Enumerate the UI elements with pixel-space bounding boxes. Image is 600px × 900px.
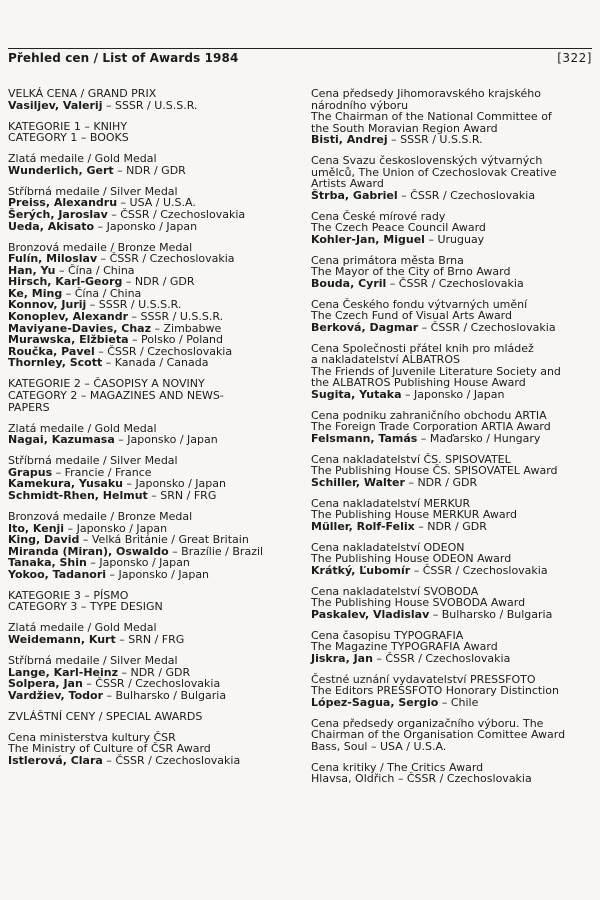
- award-section: [8, 732, 294, 767]
- winner-name: Wunderlich, Gert: [8, 163, 114, 177]
- winner-country: – Japonsko / Japan: [401, 388, 505, 401]
- winner-name: Krátký, Ľubomír: [311, 563, 411, 577]
- winner-country: – Velká Británie / Great Britain: [79, 533, 249, 547]
- winner-line: [311, 565, 595, 577]
- award-text-line: The Czech Peace Council Award: [311, 221, 486, 235]
- winner-country: – Japonsko / Japan: [122, 477, 226, 491]
- winner-name: Han, Yu: [8, 263, 56, 277]
- winner-line: [8, 634, 294, 646]
- award-text-line: Stříbrná medaile / Silver Medal: [8, 654, 178, 668]
- winner-name: Nagai, Kazumasa: [8, 433, 115, 447]
- winner-name: Schiller, Walter: [311, 475, 405, 489]
- winner-name: Ueda, Akisato: [8, 219, 95, 233]
- winner-name: Solpera, Jan: [8, 677, 83, 691]
- award-section: [8, 711, 294, 723]
- winner-name: King, David: [8, 533, 80, 547]
- award-text-line: Zlatá medaile / Gold Medal: [8, 421, 157, 435]
- award-text-line: Cena kritiky / The Critics Award: [311, 760, 484, 774]
- winner-line: [8, 690, 294, 702]
- award-text-line: Cena časopisu TYPOGRAFIA: [311, 628, 464, 642]
- award-section: [311, 498, 595, 533]
- award-section: [311, 630, 595, 665]
- award-section: [311, 88, 595, 146]
- winner-country: – Čína / China: [55, 263, 135, 277]
- winner-country: – ČSSR / Czechoslovakia: [107, 207, 246, 221]
- award-text-line: Bass, Soul – USA / U.S.A.: [311, 739, 447, 753]
- winner-country: – Čína / China: [62, 286, 142, 300]
- award-text-line: CATEGORY 1 – BOOKS: [8, 131, 129, 145]
- award-section: [311, 211, 595, 246]
- award-text-line: The Mayor of the City of Brno Award: [311, 265, 511, 279]
- award-text-line: národního výboru: [311, 98, 409, 112]
- winner-name: Vasiljev, Valerij: [8, 98, 103, 112]
- award-text-line: Cena nakladatelství ODEON: [311, 540, 465, 554]
- winner-line: [8, 434, 294, 446]
- winner-country: – SRN / FRG: [115, 633, 185, 647]
- winner-line: [311, 477, 595, 489]
- award-text-line: umělců, The Union of Czechoslovak Creative: [311, 165, 557, 179]
- winner-name: Šerých, Jaroslav: [8, 207, 108, 221]
- award-section: [8, 153, 294, 176]
- award-section: [311, 674, 595, 709]
- winner-country: – ČSSR / Czechoslovakia: [97, 252, 235, 266]
- winner-country: – NDR / GDR: [117, 665, 191, 679]
- award-text-line: Čestné uznání vydavatelství PRESSFOTO: [311, 672, 536, 686]
- winner-name: Ito, Kenji: [8, 521, 65, 535]
- winner-name: López-Sagua, Sergio: [311, 695, 439, 709]
- winner-name: Yokoo, Tadanori: [8, 567, 107, 581]
- winner-country: – ČSSR / Czechoslovakia: [386, 276, 524, 290]
- award-text-line: Stříbrná medaile / Silver Medal: [8, 454, 178, 468]
- winner-country: – SSSR / U.S.S.R.: [102, 98, 198, 112]
- award-text-line: Cena primátora města Brna: [311, 253, 464, 267]
- winner-line: [8, 357, 294, 369]
- award-text-line: Cena ministerstva kultury ČSR: [8, 730, 176, 744]
- winner-line: [311, 653, 595, 665]
- award-text-line: Cena nakladatelství MERKUR: [311, 496, 471, 510]
- award-section: [8, 88, 294, 111]
- page-number: [322]: [557, 51, 592, 65]
- page-header: [8, 48, 592, 67]
- winner-name: Sugita, Yutaka: [311, 388, 402, 401]
- winner-country: – USA / U.S.A.: [117, 196, 196, 210]
- right-column: [311, 88, 595, 794]
- winner-country: – ČSSR / Czechoslovakia: [102, 753, 241, 767]
- winner-country: – NDR / GDR: [113, 163, 186, 177]
- winner-name: Bisti, Andrej: [311, 133, 388, 147]
- award-section: [311, 762, 595, 785]
- winner-line: [311, 134, 595, 146]
- winner-name: Konnov, Jurij: [8, 298, 87, 312]
- winner-name: Miranda (Miran), Oswaldo: [8, 544, 169, 558]
- winner-name: Lange, Karl-Heinz: [8, 665, 118, 679]
- winner-line: [311, 389, 595, 401]
- award-text-line: The Magazine TYPOGRAFIA Award: [311, 640, 498, 654]
- award-text-line: CATEGORY 3 – TYPE DESIGN: [8, 600, 163, 614]
- award-text-line: the ALBATROS Publishing House Award: [311, 376, 526, 390]
- winner-line: [311, 190, 595, 202]
- winner-country: – Bulharsko / Bulgaria: [429, 607, 553, 621]
- winner-name: Paskalev, Vladislav: [311, 607, 430, 621]
- award-text-line: The Publishing House MERKUR Award: [311, 508, 517, 522]
- award-section: [8, 590, 294, 613]
- award-text-line: ZVLÁŠTNÍ CENY / SPECIAL AWARDS: [8, 709, 203, 723]
- winner-line: [311, 234, 595, 246]
- award-text-line: the South Moravian Region Award: [311, 121, 498, 135]
- winner-country: – SSSR / U.S.S.R.: [128, 310, 224, 324]
- award-text-line: Cena podniku zahraničního obchodu ARTIA: [311, 408, 547, 422]
- award-section: [311, 454, 595, 489]
- winner-name: Jiskra, Jan: [311, 651, 373, 665]
- winner-country: – Chile: [438, 695, 479, 709]
- award-text-line: Cena nakladatelství ČS. SPISOVATEL: [311, 452, 511, 466]
- award-text-line: The Czech Fund of Visual Arts Award: [311, 309, 512, 323]
- winner-name: Konoplev, Alexandr: [8, 310, 129, 324]
- winner-name: Berková, Dagmar: [311, 320, 419, 334]
- winner-country: – Brazílie / Brazil: [168, 544, 264, 558]
- winner-country: – Francie / France: [52, 465, 152, 479]
- award-text-line: KATEGORIE 1 – KNIHY: [8, 119, 128, 133]
- award-section: [8, 242, 294, 370]
- left-column: [8, 88, 294, 776]
- winner-country: – NDR / GDR: [404, 475, 478, 489]
- award-text-line: Cena Svazu československých výtvarných: [311, 154, 543, 168]
- winner-country: – Japonsko / Japan: [94, 219, 198, 233]
- award-text-line: Cena nakladatelství SVOBODA: [311, 584, 479, 598]
- winner-country: – Bulharsko / Bulgaria: [103, 688, 227, 702]
- winner-country: – SRN / FRG: [147, 488, 217, 502]
- winner-country: – Japonsko / Japan: [106, 567, 210, 581]
- winner-name: Štrba, Gabriel: [311, 188, 398, 202]
- winner-country: – ČSSR / Czechoslovakia: [397, 188, 536, 202]
- award-section: [8, 121, 294, 144]
- winner-country: – ČSSR / Czechoslovakia: [372, 651, 511, 665]
- award-text-line: Stříbrná medaile / Silver Medal: [8, 184, 178, 198]
- award-section: [311, 299, 595, 334]
- award-text-line: Cena Společnosti přátel knih pro mládež: [311, 341, 534, 355]
- winner-country: – Kanada / Canada: [102, 356, 209, 370]
- award-text-line: Chairman of the Organisation Comittee Award: [311, 728, 566, 742]
- award-section: [8, 186, 294, 232]
- winner-country: – ČSSR / Czechoslovakia: [418, 320, 556, 334]
- award-text-line: Cena České mírové rady: [311, 209, 446, 223]
- winner-country: – ČSSR / Czechoslovakia: [94, 344, 233, 358]
- award-section: [311, 586, 595, 621]
- winner-name: Bouda, Cyril: [311, 276, 387, 290]
- award-text-line: a nakladatelství ALBATROS: [311, 353, 460, 367]
- winner-line: [8, 100, 294, 112]
- winner-country: – SSSR / U.S.S.R.: [387, 133, 483, 147]
- winner-country: – ČSSR / Czechoslovakia: [82, 677, 221, 691]
- winner-name: Hirsch, Karl-Georg: [8, 275, 123, 289]
- award-text-line: The Foreign Trade Corporation ARTIA Award: [311, 420, 551, 434]
- winner-name: Kohler-Jan, Miguel: [311, 232, 425, 246]
- award-text-line: KATEGORIE 3 – PÍSMO: [8, 588, 129, 602]
- winner-name: Ke, Ming: [8, 286, 63, 300]
- winner-line: [311, 322, 595, 334]
- award-text-line: CATEGORY 2 – MAGAZINES AND NEWS-: [8, 389, 224, 403]
- award-section: [8, 655, 294, 701]
- winner-line: [311, 278, 595, 290]
- award-section: [8, 622, 294, 645]
- winner-name: Vardžiev, Todor: [8, 688, 104, 702]
- winner-name: Maviyane-Davies, Chaz: [8, 321, 151, 335]
- winner-country: – Uruguay: [424, 232, 485, 246]
- winner-country: – ČSSR / Czechoslovakia: [410, 563, 548, 577]
- award-text-line: The Ministry of Culture of ČSR Award: [8, 742, 211, 756]
- award-text-line: Cena předsedy Jihomoravského krajského: [311, 87, 541, 100]
- award-text-line: Hlavsa, Oldřich – ČSSR / Czechoslovakia: [311, 772, 532, 786]
- winner-name: Roučka, Pavel: [8, 344, 95, 358]
- winner-line: [8, 490, 294, 502]
- winner-line: [311, 433, 595, 445]
- award-text-line: PAPERS: [8, 400, 50, 414]
- award-section: [311, 542, 595, 577]
- winner-name: Istlerová, Clara: [8, 753, 103, 767]
- winner-name: Fulín, Miloslav: [8, 252, 98, 266]
- award-text-line: Bronzová medaile / Bronze Medal: [8, 509, 193, 523]
- winner-name: Tanaka, Shin: [8, 556, 87, 570]
- winner-line: [8, 755, 294, 767]
- winner-line: [311, 697, 595, 709]
- winner-country: – Zimbabwe: [151, 321, 222, 335]
- winner-line: [8, 569, 294, 581]
- winner-line: [311, 609, 595, 621]
- winner-name: Thornley, Scott: [8, 356, 103, 370]
- winner-name: Felsmann, Tamás: [311, 431, 418, 445]
- award-section: [8, 423, 294, 446]
- award-text-line: The Publishing House ČS. SPISOVATEL Award: [311, 464, 558, 478]
- winner-country: – NDR / GDR: [414, 519, 487, 533]
- award-section: [8, 378, 294, 413]
- award-section: [311, 155, 595, 201]
- winner-name: Schmidt-Rhen, Helmut: [8, 488, 148, 502]
- award-text-line: The Chairman of the National Committee of: [311, 110, 552, 124]
- award-text-line: VELKÁ CENA / GRAND PRIX: [8, 87, 157, 100]
- winner-country: – Japonsko / Japan: [86, 556, 190, 570]
- award-text-line: Cena předsedy organizačního výboru. The: [311, 716, 544, 730]
- winner-country: – Polsko / Poland: [128, 333, 223, 347]
- winner-line: [311, 521, 595, 533]
- award-text-line: Zlatá medaile / Gold Medal: [8, 152, 157, 166]
- award-text-line: KATEGORIE 2 – ČASOPISY A NOVINY: [8, 377, 205, 391]
- winner-name: Murawska, Elžbieta: [8, 333, 129, 347]
- award-section: [311, 343, 595, 401]
- award-section: [8, 511, 294, 581]
- award-text-line: The Publishing House SVOBODA Award: [311, 596, 526, 610]
- award-section: [311, 718, 595, 753]
- winner-name: Grapus: [8, 465, 53, 479]
- winner-country: – NDR / GDR: [122, 275, 195, 289]
- award-text-line: Zlatá medaile / Gold Medal: [8, 621, 157, 635]
- award-text-line: Artists Award: [311, 177, 384, 191]
- award-text-line: The Publishing House ODEON Award: [311, 552, 512, 566]
- award-section: [311, 255, 595, 290]
- award-text-line: The Friends of Juvenile Literature Society and: [311, 364, 561, 378]
- award-text-line: Cena Českého fondu výtvarných umění: [311, 297, 528, 311]
- winner-name: Müller, Rolf-Felix: [311, 519, 415, 533]
- winner-country: – SSSR / U.S.S.R.: [86, 298, 182, 312]
- winner-name: Preiss, Alexandru: [8, 196, 118, 210]
- winner-country: – Maďarsko / Hungary: [417, 431, 541, 445]
- award-section: [8, 455, 294, 501]
- winner-country: – Japonsko / Japan: [114, 433, 218, 447]
- winner-line: [8, 165, 294, 177]
- award-section: [311, 410, 595, 445]
- award-text-line: Bronzová medaile / Bronze Medal: [8, 240, 193, 254]
- winner-name: Kamekura, Yusaku: [8, 477, 123, 491]
- award-text-line: The Editors PRESSFOTO Honorary Distinction: [311, 684, 559, 698]
- winner-line: [8, 221, 294, 233]
- winner-country: – Japonsko / Japan: [64, 521, 168, 535]
- winner-name: Weidemann, Kurt: [8, 633, 116, 647]
- page-title: Přehled cen / List of Awards 1984: [8, 51, 239, 65]
